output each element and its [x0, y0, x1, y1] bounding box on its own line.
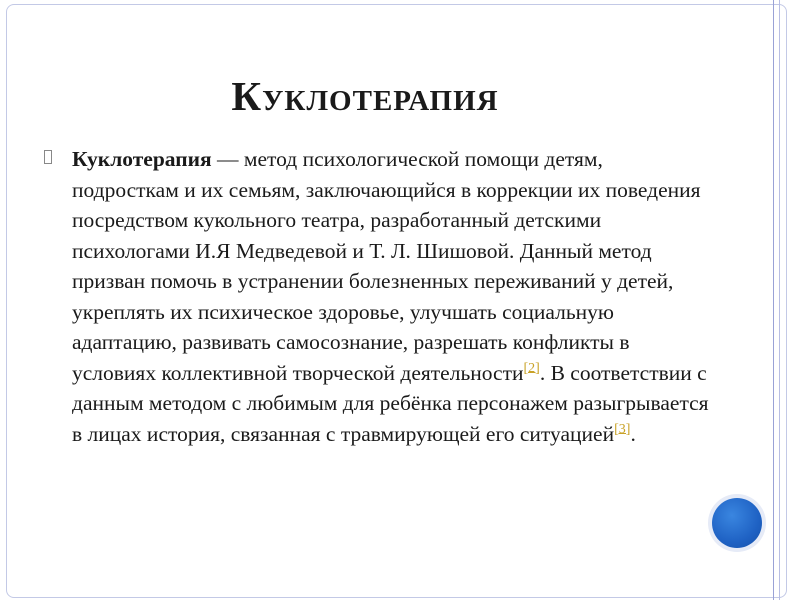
body-text-part-1: — метод психологической помощи детям, подросткам и их семьям, заключающийся в коррекции их поведения посредством кукольного театра, разработанный детскими психологами И.Я Медведевой и Т. Л. Шишовой. Данный метод призван помочь в устранении болезненных переживаний у детей, укреплять их психическое здоровье, улучшать социальную адаптацию, развивать самосознание, разрешать конфликты в условиях коллективной творческой деятельности	[72, 147, 701, 385]
body-text-part-2: . В соответствии с данным методом с любимым для ребёнка персонажем разыгрывается в лицах история, связанная с травмирующей его ситуацией	[72, 360, 709, 446]
blue-circle-icon	[712, 498, 762, 548]
bullet-icon	[44, 150, 58, 168]
body-text-part-3: .	[630, 421, 636, 446]
reference-link-2[interactable]: [2]	[523, 360, 540, 376]
term-bold: Куклотерапия	[72, 147, 212, 171]
right-rule-line-secondary	[779, 0, 780, 600]
right-rule-line	[773, 0, 774, 600]
slide-body-text	[72, 144, 712, 449]
slide-title: Куклотерапия	[231, 73, 499, 119]
reference-link-3[interactable]: [3]	[614, 421, 631, 437]
